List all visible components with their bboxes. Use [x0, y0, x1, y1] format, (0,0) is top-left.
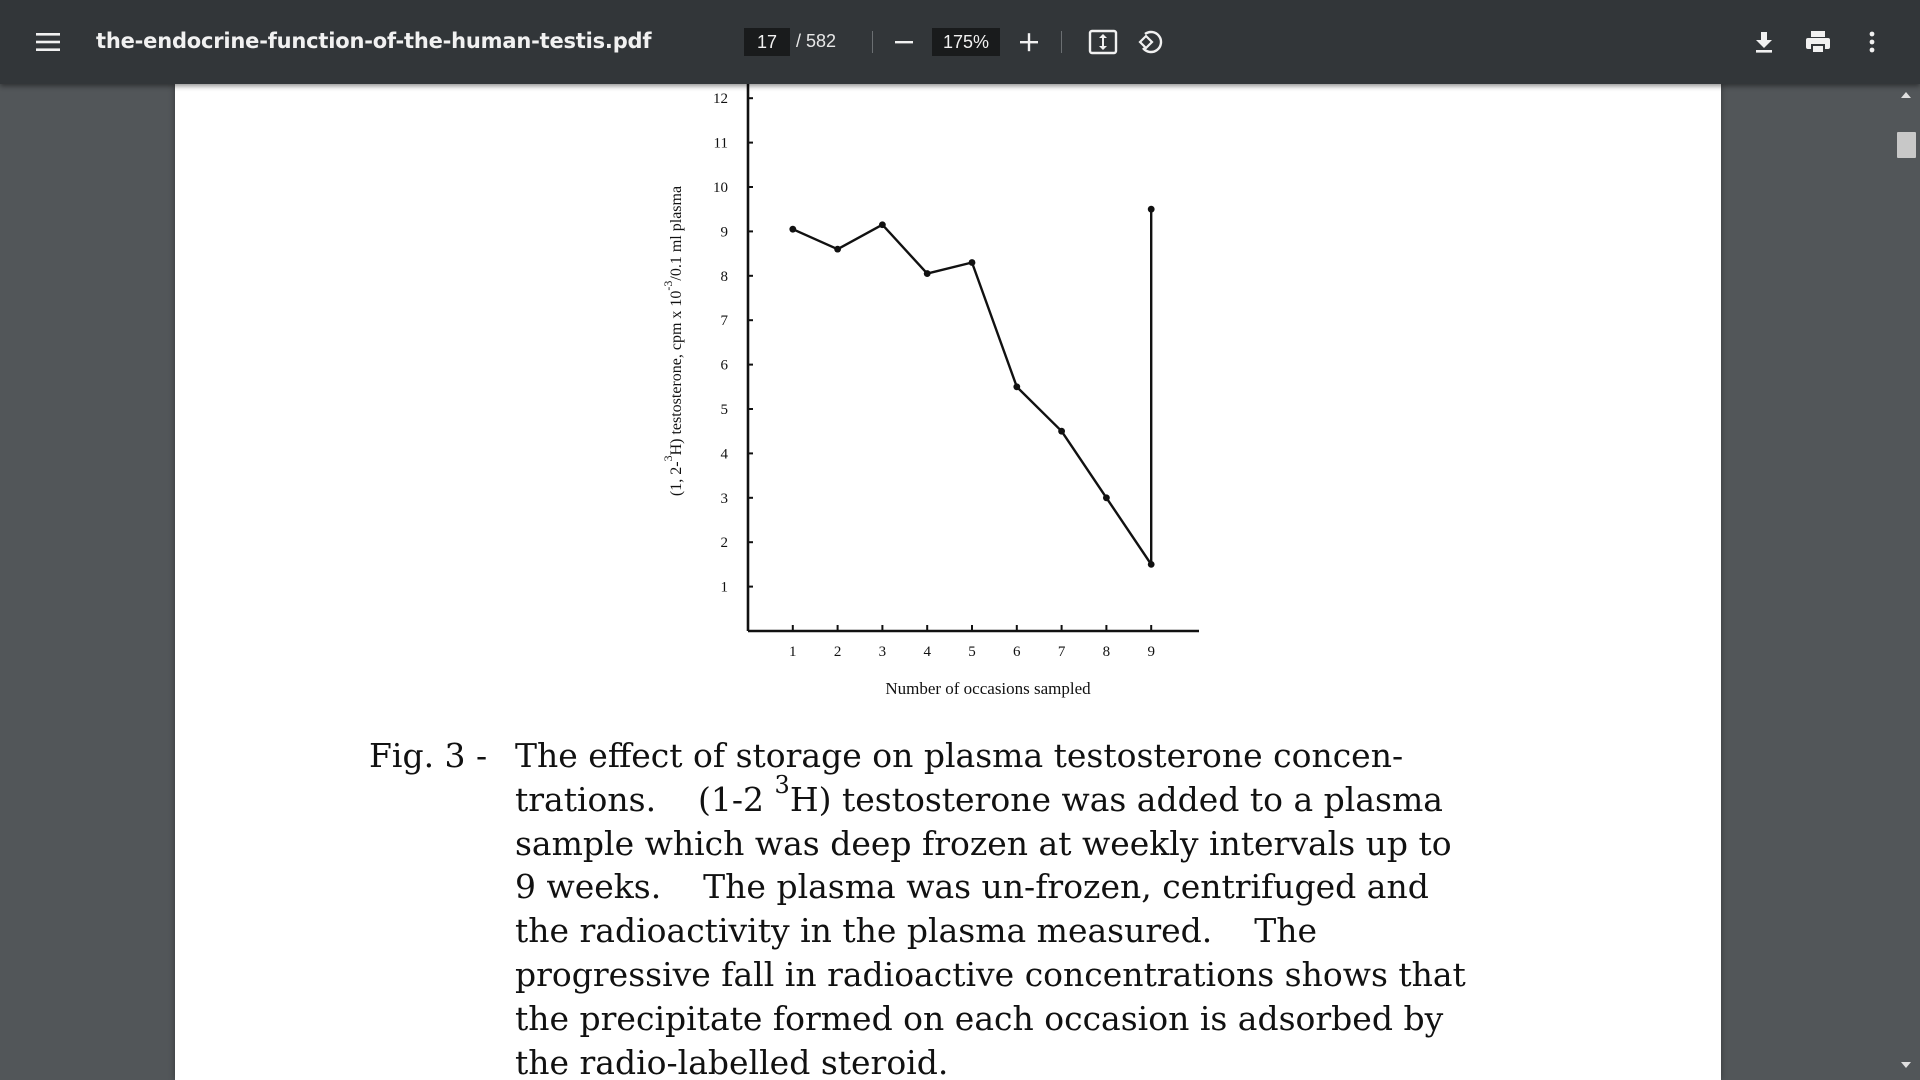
print-icon: [1804, 29, 1832, 55]
y-tick-label: 11: [713, 135, 728, 152]
scroll-up-arrow-icon[interactable]: [1900, 90, 1912, 100]
caption-line: The effect of storage on plasma testosterone concen-: [515, 736, 1404, 775]
line-chart: [175, 84, 1721, 724]
caption-line: the precipitate formed on each occasion is adsorbed by: [515, 998, 1444, 1038]
vertical-scrollbar[interactable]: [1893, 84, 1920, 1080]
data-point: [879, 221, 886, 228]
pdf-toolbar: [0, 0, 1920, 84]
y-tick-label: 1: [720, 579, 728, 596]
more-vert-icon: [1867, 30, 1877, 54]
x-tick-label: 3: [878, 644, 887, 660]
x-tick-label: 8: [1102, 644, 1111, 660]
y-axis-label-part: H) testosterone, cpm x 10: [668, 290, 685, 456]
x-axis-label: Number of occasions sampled: [885, 679, 1091, 698]
y-tick-label: 8: [720, 268, 728, 285]
zoom-in-button[interactable]: [1007, 20, 1051, 64]
fit-to-page-button[interactable]: [1081, 20, 1125, 64]
fit-page-icon: [1088, 29, 1118, 55]
caption-line: the radioactivity in the plasma measured. The: [515, 911, 1318, 951]
page-number-input[interactable]: [744, 28, 790, 56]
data-point: [1013, 383, 1020, 390]
scrollbar-thumb[interactable]: [1897, 132, 1916, 158]
y-tick-label: 6: [720, 357, 728, 374]
x-tick-label: 7: [1057, 644, 1066, 660]
data-point: [969, 259, 976, 266]
page-total: / 582: [796, 31, 837, 51]
y-axis-label-superscript: -3: [661, 280, 675, 291]
x-tick-label: 9: [1147, 644, 1155, 660]
y-tick-label: 10: [713, 180, 728, 196]
y-tick-label: 2: [720, 535, 728, 552]
y-axis-label-superscript: 3: [661, 455, 675, 462]
y-tick-label: 12: [713, 91, 728, 108]
x-tick-label: 5: [968, 644, 976, 660]
toolbar-separator: [872, 31, 873, 53]
y-tick-label: 3: [720, 490, 728, 507]
caption-text: H) testosterone was added to a plasma: [789, 779, 1443, 819]
data-point: [834, 246, 841, 253]
caption-superscript: 3: [774, 770, 790, 799]
zoom-out-button[interactable]: [882, 20, 926, 64]
y-tick-label: 5: [720, 402, 728, 418]
data-point: [789, 226, 796, 233]
data-point: [924, 270, 931, 277]
caption-line: sample which was deep frozen at weekly intervals up to: [515, 823, 1452, 863]
print-button[interactable]: [1796, 20, 1840, 64]
toolbar-separator: [1061, 31, 1062, 53]
y-axis-label: [661, 186, 685, 496]
zoom-level-input[interactable]: [932, 28, 1000, 56]
pdf-page: [175, 84, 1721, 1080]
document-title: the-endocrine-function-of-the-human-testis.pdf: [96, 29, 652, 53]
data-point: [1103, 494, 1110, 501]
zoom-out-icon: [893, 31, 915, 53]
download-icon: [1753, 30, 1775, 54]
chart-ticks: [713, 91, 1155, 660]
caption-line: progressive fall in radioactive concentrations shows that: [515, 955, 1466, 994]
caption-line: [515, 770, 1443, 826]
caption-text: trations. (1-2: [515, 779, 775, 819]
caption-line: 9 weeks. The plasma was un-frozen, centrifuged and: [515, 867, 1429, 907]
data-point: [1148, 561, 1155, 568]
x-tick-label: 1: [789, 644, 797, 660]
download-button[interactable]: [1742, 20, 1786, 64]
x-tick-label: 6: [1013, 644, 1021, 660]
x-tick-label: 4: [923, 644, 931, 660]
y-tick-label: 4: [720, 446, 728, 463]
rotate-button[interactable]: [1129, 20, 1173, 64]
rotate-icon: [1137, 28, 1165, 56]
chart-axes: [748, 84, 1199, 631]
chart-series: [789, 206, 1154, 568]
x-tick-label: 2: [833, 644, 842, 660]
scroll-down-arrow-icon[interactable]: [1900, 1060, 1912, 1070]
data-point: [1058, 428, 1065, 435]
caption-line: the radio-labelled steroid.: [515, 1042, 949, 1080]
y-tick-label: 7: [720, 313, 728, 330]
y-tick-label: 9: [720, 224, 728, 241]
y-axis-label-part: /0.1 ml plasma: [668, 185, 685, 281]
more-options-button[interactable]: [1850, 20, 1894, 64]
data-point: [1148, 206, 1155, 213]
y-axis-label-part: (1, 2-: [668, 461, 685, 497]
menu-icon: [35, 31, 61, 53]
figure-label: Fig. 3 -: [369, 736, 488, 775]
zoom-in-icon: [1018, 31, 1040, 53]
menu-button[interactable]: [26, 20, 70, 64]
